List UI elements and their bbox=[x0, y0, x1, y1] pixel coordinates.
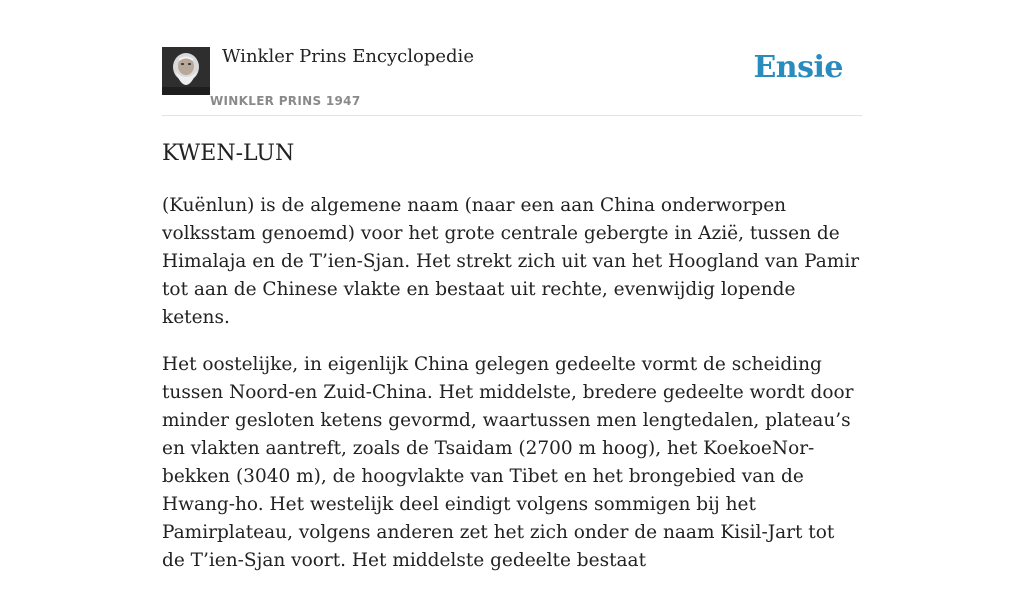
article-title: KWEN-LUN bbox=[162, 141, 295, 166]
article-paragraph-1: (Kuënlun) is de algemene naam (naar een aan China onderworpen volksstam genoemd) voor het grote centrale gebergte in Azië, tussen de Himalaja en de T’ien-Sjan. Het strekt zich uit van het Hoogland van Pamir tot aan de Chinese vlakte en bestaat uit rechte, evenwijdig lopende ketens. bbox=[162, 195, 860, 328]
article-body bbox=[162, 192, 862, 594]
source-header bbox=[162, 0, 862, 116]
source-title-link[interactable]: Winkler Prins Encyclopedie bbox=[222, 46, 474, 67]
source-subtitle: WINKLER PRINS 1947 bbox=[210, 94, 361, 108]
ensie-logo[interactable]: Ensie bbox=[753, 50, 843, 85]
article-paragraph-2: Het oostelijke, in eigenlijk China gelegen gedeelte vormt de scheiding tussen Noord-en Zuid-China. Het middelste, bredere gedeelte wordt door minder gesloten ketens gevormd, waartussen men lengtedalen, plateau’s en vlakten aantreft, zoals de Tsaidam (2700 m hoog), het KoekoeNor-bekken (3040 m), de hoogvlakte van Tibet en het brongebied van de Hwang-ho. Het westelijk deel eindigt volgens sommigen bij het Pamirplateau, volgens anderen zet het zich onder de naam Kisil-Jart tot de T’ien-Sjan voort. Het middelste gedeelte bestaat bbox=[162, 354, 854, 571]
page-container bbox=[162, 0, 862, 571]
bearded-man-portrait-icon bbox=[162, 47, 210, 95]
avatar[interactable] bbox=[162, 47, 210, 95]
